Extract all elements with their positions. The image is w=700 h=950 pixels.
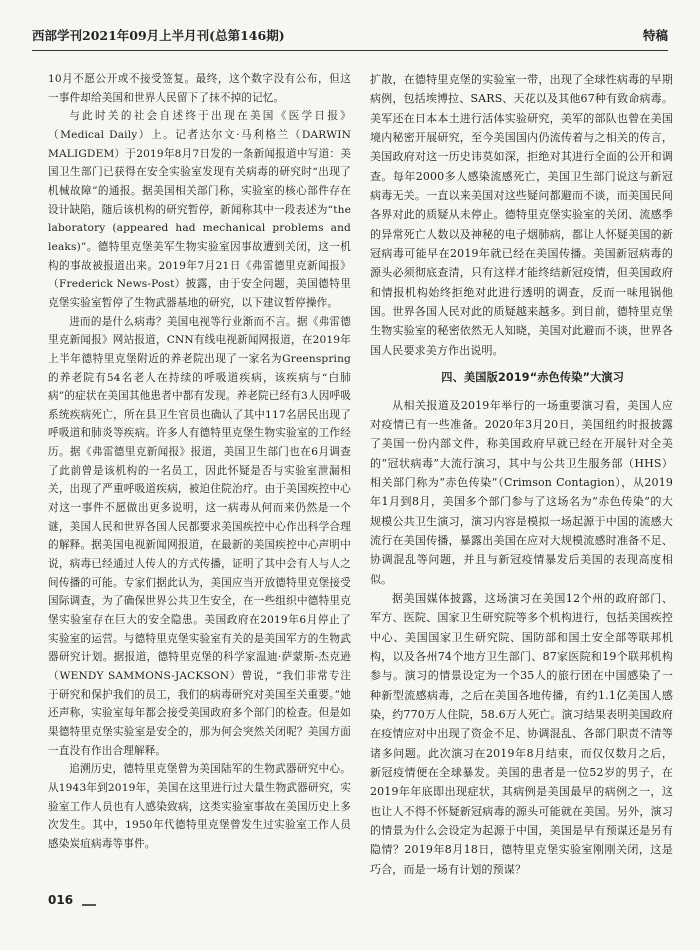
journal-header: 西部学刊2021年09月上半月刊(总第146期) [32,28,285,43]
page-number-rule [82,904,96,906]
page-header [32,20,668,51]
paragraph: 据美国媒体披露，这场演习在美国12个州的政府部门、军方、医院、国家卫生研究院等多个机构进行，包括美国疾控中心、美国国家卫生研究院、国防部和国土安全部等联邦机构，以及各州74个地方卫生部门、87家医院和19个联邦机构参与。演习的情景设定为一个35人的旅行团在中国感染了一种新型流感病毒，之后在美国各地传播，有约1.1亿美国人感染，约770万人住院，58.6万人死亡。演习结果表明美国政府在疫情应对中出现了资金不足、协调混乱、各部门职责不清等诸多问题。此次演习在2019年8月结束，而仅仅数月之后，新冠疫情便在全球暴发。美国的患者是一位52岁的男子，在2019年年底即出现症状，其病例是美国最早的病例之一，这也让人不得不怀疑新冠病毒的源头可能就在美国。另外，演习的情景为什么会设定为起源于中国，美国是早有预谋还是另有隐情？2019年8月18日，德特里克堡实验室刚刚关闭，这是巧合，而是一场有计划的预谋？ [370,591,673,876]
right-column [370,70,673,879]
left-column [48,70,351,854]
paragraph: 与此时关的社会自述终于出现在美国《医学日报》（Medical Daily）上。记者达尔文·马利格兰（DARWIN MALIGDEM）于2019年8月7日发的一条新闻报道中写道：美国卫生部门已获得在安全实验室发现有关病毒的研究时“出现了机械故障”的通报。据美国相关部门称，实验室的核心部件存在设计缺陷，随后该机构的研究暂停，新闻称其中一段表述为“the laboratory (appeared had mechanical problems and leaks)”。德特里克堡美军生物实验室因事故遭到关闭，这一机构的事故被报道出来。2019年7月21日《弗雷德里克新闻报》（Frederick News-Post）披露，由于安全问题，美国德特里克堡实验室暂停了生物武器基地的研究，以下建议暂停操作。 [48,110,351,309]
paragraph: 扩散，在德特里克堡的实验室一带，出现了全球性病毒的早期病例，包括埃博拉、SARS、天花以及其他67种有致命病毒。美军还在日本本土进行活体实验研究，美军的部队也曾在美国境内秘密开展研究，至今美国国内仍流传着与之相关的传言，美国政府对这一历史讳莫如深，拒绝对其进行全面的公开和调查。每年2000多人感染流感死亡，美国卫生部门说这与新冠病毒无关。一直以来美国对这些疑问都避而不谈，而美国民间各界对此的质疑从未停止。德特里克堡实验室的关闭、流感季的异常死亡人数以及神秘的电子烟肺病，都让人怀疑美国的新冠病毒可能早在2019年就已经在美国传播。美国新冠病毒的源头必须彻底查清，只有这样才能终结新冠疫情，但美国政府和情报机构始终拒绝对此进行透明的调查，反而一味甩锅他国。世界各国人民对此的质疑越来越多。到目前，德特里克堡生物实验室的秘密依然无人知晓，美国对此避而不谈，世界各国人民要求美方作出说明。 [370,73,673,357]
section-label: 特稿 [642,28,668,43]
paragraph: 从相关报道及2019年举行的一场重要演习看，美国人应对疫情已有一些准备。2020年3月20日，美国纽约时报披露了美国一份内部文件，称美国政府早就已经在开展针对全美的“冠状病毒”大流行演习，其中与公共卫生服务部（HHS）相关部门称为“赤色传染”（Crimson Contagion），从2019年1月到8月，美国多个部门参与了这场名为“赤色传染”的大规模公共卫生演习，演习内容是模拟一场起源于中国的流感大流行在美国传播，暴露出美国在应对大规模流感时准备不足、协调混乱等问题，并且与新冠疫情暴发后美国的表现高度相似。 [370,398,673,586]
spacer [370,360,673,368]
section-heading: 四、美国版2019“赤色传染”大演习 [441,371,625,385]
paragraph: 追溯历史，德特里克堡曾为美国陆军的生物武器研究中心。从1943年到2019年，美国在这里进行过大量生物武器研究，实验室工作人员也有人感染致病，这类实验室事故在美国历史上多次发生。其中，1950年代德特里克堡曾发生过实验室工作人员感染炭疽病毒等事件。 [48,763,351,850]
paragraph: 10月不愿公开或不接受签复。最终，这个数字没有公布，但这一事件却给美国和世界人民留下了抹不掉的记忆。 [48,73,351,104]
spacer [370,388,673,396]
paragraph: 进而的是什么病毒？美国电视等行业渐而不言。据《弗雷德里克新闻报》网站报道，CNN有线电视新闻网报道，在2019年上半年德特里克堡附近的养老院出现了一家名为Greenspring的养老院有54名老人在持续的呼吸道疾病，该疾病与“白肺病”的症状在美国其他患者中都有发现。养老院已经有3人因呼吸系统疾病死亡，所在县卫生官员也确认了其中117名居民出现了呼吸道和肺炎等疾病。许多人有德特里克堡生物实验室的工作经历。据《弗雷德里克新闻报》报道，美国卫生部门也在6月调查了此前曾是该机构的一名员工，因此怀疑是否与实验室泄漏相关，出现了严重呼吸道疾病，被迫住院治疗。由于美国疾控中心对这一事件不愿做出更多说明，这一病毒从何而来仍然是一个谜，美国人民和世界各国人民都要求美国疾控中心作出科学合理的解释。据美国电视新闻网报道，在最新的美国疾控中心声明中说，病毒已经通过人传人的方式传播，证明了其中会有人与人之间传播的可能。专家们据此认为，美国应当开放德特里克堡接受国际调查，为了确保世界公共卫生安全，在一些组织中德特里克堡实验室存在巨大的安全隐患。美国政府在2019年6月停止了实验室的运营。与德特里克堡实验室有关的是美国军方的生物武器研究计划。据报道，德特里克堡的科学家温迪·萨蒙斯-杰克逊（WENDY SAMMONS-JACKSON）曾说，“我们非常专注于研究和保护我们的员工，我们的病毒研究对美国至关重要。”她还声称，实验室每年都会接受美国政府多个部门的检查。但是如果德特里克堡实验室是安全的，那为何会突然关闭呢？美国方面一直没有作出合理解释。 [48,315,351,757]
page-number: 016 [48,893,74,907]
